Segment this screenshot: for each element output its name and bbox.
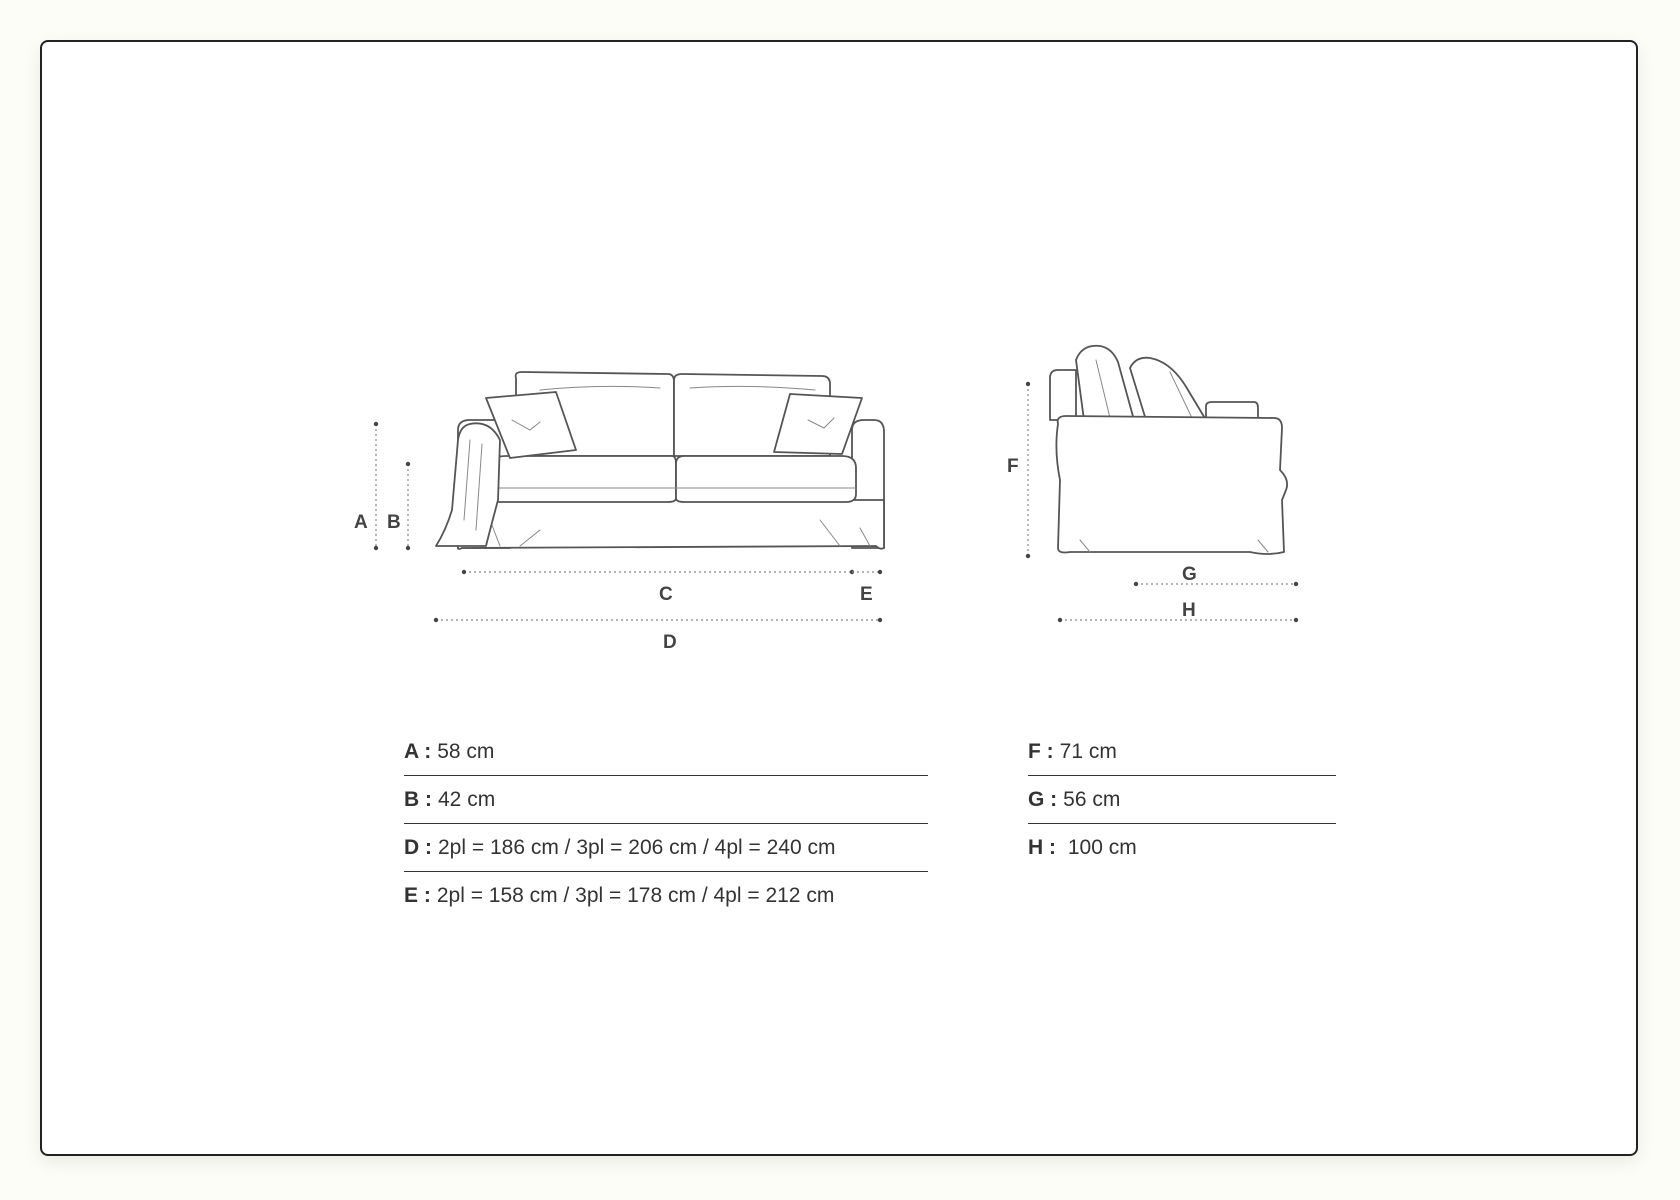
measurement-key: B :	[404, 787, 432, 811]
dim-label-a: A	[354, 512, 368, 533]
measurement-row-e	[404, 872, 928, 920]
dimension-e	[852, 570, 882, 605]
dimension-h	[1058, 600, 1298, 622]
measurement-row-a	[404, 728, 928, 776]
front-view-sofa	[436, 372, 884, 549]
measurement-key: F :	[1028, 739, 1054, 763]
dim-label-h: H	[1182, 600, 1196, 621]
measurement-row-f	[1028, 728, 1336, 776]
measurement-key: G :	[1028, 787, 1058, 811]
measurement-key: E :	[404, 884, 431, 907]
measurement-key: D :	[404, 835, 432, 859]
measurement-value: 2pl = 158 cm / 3pl = 178 cm / 4pl = 212 cm	[436, 884, 835, 907]
measurement-value: 2pl = 186 cm / 3pl = 206 cm / 4pl = 240 cm	[438, 835, 836, 859]
measurement-key: H :	[1028, 836, 1056, 859]
dim-label-e: E	[860, 584, 873, 605]
measurement-row-b	[404, 776, 928, 824]
measurement-value: 56 cm	[1063, 787, 1121, 811]
measurement-row-d	[404, 824, 928, 872]
measurement-value: 100 cm	[1062, 836, 1137, 859]
measurement-key: A :	[404, 739, 432, 763]
dim-label-f: F	[1007, 456, 1019, 477]
measurement-value: 58 cm	[437, 739, 495, 763]
dimension-g	[1134, 564, 1298, 586]
dim-label-g: G	[1182, 564, 1197, 585]
dimension-c	[462, 570, 854, 605]
side-view-sofa	[1050, 346, 1287, 554]
dimension-a	[354, 422, 378, 550]
dim-label-b: B	[387, 512, 401, 533]
dim-label-d: D	[663, 632, 677, 653]
dimension-d	[434, 618, 882, 653]
front-measurements-table	[404, 728, 928, 920]
dim-label-c: C	[659, 584, 673, 605]
dimension-b	[387, 462, 410, 550]
measurement-value: 71 cm	[1059, 739, 1117, 763]
measurement-row-h	[1028, 824, 1336, 872]
side-measurements-table	[1028, 728, 1336, 872]
measurement-row-g	[1028, 776, 1336, 824]
measurement-value: 42 cm	[438, 787, 496, 811]
dimension-f	[1007, 382, 1030, 558]
